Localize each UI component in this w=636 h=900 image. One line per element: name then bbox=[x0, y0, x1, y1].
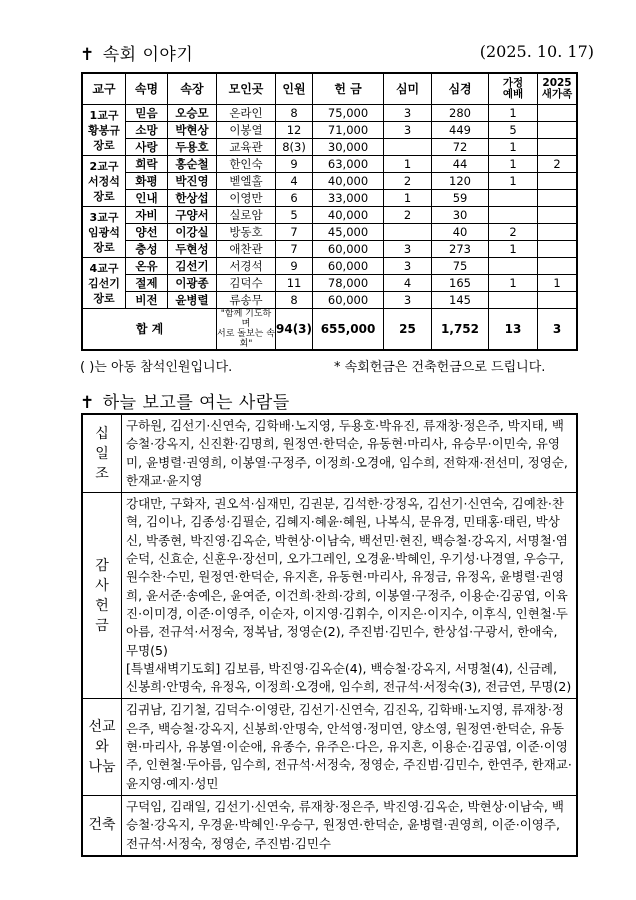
cell-simmi bbox=[384, 224, 432, 241]
cell-place: 교육관 bbox=[217, 139, 276, 156]
col-header-new-family: 2025 새가족 bbox=[538, 73, 577, 105]
cell-home-worship: 1 bbox=[489, 241, 538, 258]
stats-row bbox=[82, 139, 577, 156]
cell-offering: 60,000 bbox=[313, 292, 384, 309]
total-simmi: 25 bbox=[384, 309, 432, 351]
district-label: 4교구 김선기 장로 bbox=[82, 258, 126, 309]
cell-home-worship bbox=[489, 258, 538, 275]
cell-count: 9 bbox=[276, 156, 313, 173]
cell-group-name: 믿음 bbox=[126, 105, 168, 122]
cell-new-family: 1 bbox=[538, 275, 577, 292]
cell-count: 5 bbox=[276, 207, 313, 224]
offering-names-list: 김귀남, 김기철, 김덕수·이영란, 김선기·신연숙, 김진옥, 김학배·노지영, 류재창·정은주, 백승철·강옥지, 신봉희·안명숙, 안석영·정미연, 양소영, 원정연·한덕순, 유동현·마리사, 유봉열·이순애, 유종수, 유주은·다은, 유지흔, 이용순·김공엽, 이준·이영주, 인현철·두아름, 임수희, 전규석·서정숙, 정영순, 주진범·김민수, 한연주, 한재교·윤지영·예지·성민 bbox=[122, 699, 578, 795]
stats-row bbox=[82, 156, 577, 173]
offering-note: * 속회헌금은 건축헌금으로 드립니다. bbox=[334, 360, 546, 375]
col-header-bible: 심경 bbox=[432, 73, 489, 105]
cell-group-name: 희락 bbox=[126, 156, 168, 173]
col-header-group: 속명 bbox=[126, 73, 168, 105]
cell-bible: 72 bbox=[432, 139, 489, 156]
page-title: 속회 이야기 bbox=[102, 45, 194, 65]
offering-category-label: 건축 bbox=[82, 795, 122, 855]
cell-new-family bbox=[538, 207, 577, 224]
col-header-home-worship: 가정 예배 bbox=[489, 73, 538, 105]
cell-home-worship: 5 bbox=[489, 122, 538, 139]
col-header-offering: 헌 금 bbox=[313, 73, 384, 105]
cell-group-name: 양선 bbox=[126, 224, 168, 241]
cell-leader: 이강실 bbox=[168, 224, 217, 241]
cell-bible: 280 bbox=[432, 105, 489, 122]
offering-names-list: 강대만, 구화자, 권오석·심재민, 김권분, 김석한·강정옥, 김선기·신연숙, 김예찬·찬혁, 김이나, 김종성·김필순, 김혜지·혜윤·혜원, 나복식, 문유경, 민태홍·태린, 박상신, 박종현, 박진영·김옥순, 박현상·이남숙, 백선민·현진, 백승철·강옥지, 서명철·염순덕, 신효순, 신훈우·장선미, 오가그레인, 오경윤·박혜인, 우기성·나경열, 우승구, 원수찬·수민, 원정연·한덕순, 유지흔, 유동현·마리사, 유정금, 유정옥, 윤병렬·권영희, 윤서준·송예은, 윤여준, 이건희·찬희·강희, 이봉열·구정주, 이용순·김공엽, 이육진·이미경, 이준·이영주, 이순자, 이지영·김휘수, 이지은·이지수, 이후식, 인현철·두아름, 전규석·서정숙, 정복남, 정영순(2), 주진범·김민수, 한상섭·구광서, 한애숙, 무명(5) [특별새벽기도회] 김보름, 박진영·김옥순(4), 백승철·강옥지, 서명철(4), 신금례, 신봉희·안명숙, 유정옥, 이정희·오경애, 임수희, 전규석·서정숙(3), 전금연, 무명(2) bbox=[122, 493, 578, 699]
cell-simmi: 3 bbox=[384, 105, 432, 122]
meeting-stats-table bbox=[81, 72, 578, 351]
cell-place: 서경석 bbox=[217, 258, 276, 275]
cell-simmi: 2 bbox=[384, 173, 432, 190]
cell-leader: 윤병렬 bbox=[168, 292, 217, 309]
cell-group-name: 온유 bbox=[126, 258, 168, 275]
section-heading: 하늘 보고를 여는 사람들 bbox=[102, 393, 290, 413]
cell-count: 8 bbox=[276, 292, 313, 309]
district-label: 3교구 임광석 장로 bbox=[82, 207, 126, 258]
cell-bible: 40 bbox=[432, 224, 489, 241]
stats-row bbox=[82, 275, 577, 292]
cell-place: 이봉열 bbox=[217, 122, 276, 139]
cell-count: 11 bbox=[276, 275, 313, 292]
cell-place: 애찬관 bbox=[217, 241, 276, 258]
cell-count: 8 bbox=[276, 105, 313, 122]
col-header-count: 인원 bbox=[276, 73, 313, 105]
offering-people-table bbox=[81, 413, 578, 857]
cell-count: 12 bbox=[276, 122, 313, 139]
cell-offering: 75,000 bbox=[313, 105, 384, 122]
stats-header-row bbox=[82, 73, 577, 105]
total-new-family: 3 bbox=[538, 309, 577, 351]
stats-row bbox=[82, 207, 577, 224]
cell-home-worship: 1 bbox=[489, 139, 538, 156]
stats-row bbox=[82, 258, 577, 275]
section-title-offerings bbox=[80, 388, 290, 413]
offering-names-list: 구하원, 김선기·신연숙, 김학배·노지영, 두용호·박유진, 류재창·정은주, 박지태, 백승철·강옥지, 신진환·김명희, 원정연·한덕순, 유동현·마리사, 유승무·이민숙, 유영미, 윤병렬·권영희, 이봉열·구정주, 이정희·오경애, 임수희, 전학재·전선미, 정영순, 한재교·윤지영 bbox=[122, 414, 578, 493]
cell-place: 한인숙 bbox=[217, 156, 276, 173]
cell-leader: 박현상 bbox=[168, 122, 217, 139]
offering-category-row bbox=[82, 699, 577, 795]
cell-place: 실로암 bbox=[217, 207, 276, 224]
stats-total-row bbox=[82, 309, 577, 351]
cell-place: 류송무 bbox=[217, 292, 276, 309]
cell-group-name: 인내 bbox=[126, 190, 168, 207]
cell-leader: 한상섭 bbox=[168, 190, 217, 207]
cell-bible: 75 bbox=[432, 258, 489, 275]
cell-offering: 71,000 bbox=[313, 122, 384, 139]
cell-simmi: 1 bbox=[384, 156, 432, 173]
stats-row bbox=[82, 241, 577, 258]
cell-bible: 145 bbox=[432, 292, 489, 309]
stats-row bbox=[82, 292, 577, 309]
cell-offering: 45,000 bbox=[313, 224, 384, 241]
cell-count: 7 bbox=[276, 241, 313, 258]
cell-leader: 두현성 bbox=[168, 241, 217, 258]
cell-place: 방동호 bbox=[217, 224, 276, 241]
cell-leader: 박진영 bbox=[168, 173, 217, 190]
cell-leader: 오승모 bbox=[168, 105, 217, 122]
cell-simmi: 3 bbox=[384, 292, 432, 309]
cell-place: 온라인 bbox=[217, 105, 276, 122]
cell-simmi bbox=[384, 139, 432, 156]
cell-new-family bbox=[538, 241, 577, 258]
cell-new-family bbox=[538, 105, 577, 122]
cell-home-worship: 2 bbox=[489, 224, 538, 241]
cell-offering: 60,000 bbox=[313, 258, 384, 275]
report-date: (2025. 10. 17) bbox=[479, 42, 594, 61]
stats-row bbox=[82, 190, 577, 207]
cell-simmi: 3 bbox=[384, 122, 432, 139]
cell-group-name: 충성 bbox=[126, 241, 168, 258]
stats-row bbox=[82, 122, 577, 139]
cell-group-name: 비전 bbox=[126, 292, 168, 309]
col-header-leader: 속장 bbox=[168, 73, 217, 105]
cell-new-family bbox=[538, 292, 577, 309]
cell-home-worship: 1 bbox=[489, 105, 538, 122]
cell-bible: 165 bbox=[432, 275, 489, 292]
cell-bible: 120 bbox=[432, 173, 489, 190]
cell-simmi: 3 bbox=[384, 241, 432, 258]
cell-offering: 60,000 bbox=[313, 241, 384, 258]
cell-home-worship: 1 bbox=[489, 173, 538, 190]
cross-icon: ✝ bbox=[80, 393, 95, 413]
offering-category-label: 십 일 조 bbox=[82, 414, 122, 493]
cell-simmi: 1 bbox=[384, 190, 432, 207]
col-header-simmi: 심미 bbox=[384, 73, 432, 105]
cell-count: 8(3) bbox=[276, 139, 313, 156]
cell-home-worship bbox=[489, 207, 538, 224]
cell-home-worship bbox=[489, 292, 538, 309]
cell-bible: 449 bbox=[432, 122, 489, 139]
offering-category-row bbox=[82, 414, 577, 493]
cell-home-worship: 1 bbox=[489, 275, 538, 292]
cell-offering: 63,000 bbox=[313, 156, 384, 173]
cell-group-name: 소망 bbox=[126, 122, 168, 139]
cell-count: 9 bbox=[276, 258, 313, 275]
stats-row bbox=[82, 224, 577, 241]
total-count: 94(3) bbox=[276, 309, 313, 351]
total-label: 합 계 bbox=[82, 309, 217, 351]
district-label: 2교구 서정석 장로 bbox=[82, 156, 126, 207]
total-offering: 655,000 bbox=[313, 309, 384, 351]
cell-home-worship bbox=[489, 190, 538, 207]
col-header-place: 모인곳 bbox=[217, 73, 276, 105]
cell-leader: 이광종 bbox=[168, 275, 217, 292]
cell-bible: 44 bbox=[432, 156, 489, 173]
cell-simmi: 3 bbox=[384, 258, 432, 275]
child-note: ( )는 아동 참석인원입니다. bbox=[80, 360, 233, 375]
cell-offering: 30,000 bbox=[313, 139, 384, 156]
stats-row bbox=[82, 173, 577, 190]
cell-offering: 40,000 bbox=[313, 207, 384, 224]
offering-names-list: 구덕임, 김래일, 김선기·신연숙, 류재창·정은주, 박진영·김옥순, 박현상·이남숙, 백승철·강옥지, 우경윤·박혜인·우승구, 원정연·한덕순, 윤병렬·권영희, 이준·이영주, 전규석·서정숙, 정영순, 주진범·김민수 bbox=[122, 795, 578, 855]
cell-new-family bbox=[538, 258, 577, 275]
cell-offering: 33,000 bbox=[313, 190, 384, 207]
total-motto: "함께 기도하며 서로 돌보는 속회" bbox=[217, 309, 275, 349]
cell-new-family: 2 bbox=[538, 156, 577, 173]
cell-leader: 김선기 bbox=[168, 258, 217, 275]
cell-simmi: 2 bbox=[384, 207, 432, 224]
section-title-meeting bbox=[80, 40, 193, 65]
district-label: 1교구 황봉규 장로 bbox=[82, 105, 126, 156]
cell-leader: 홍순철 bbox=[168, 156, 217, 173]
cell-new-family bbox=[538, 224, 577, 241]
cell-group-name: 사랑 bbox=[126, 139, 168, 156]
cell-offering: 78,000 bbox=[313, 275, 384, 292]
cell-bible: 30 bbox=[432, 207, 489, 224]
cross-icon: ✝ bbox=[80, 45, 95, 65]
cell-bible: 59 bbox=[432, 190, 489, 207]
cell-place: 이영만 bbox=[217, 190, 276, 207]
total-home-worship: 13 bbox=[489, 309, 538, 351]
cell-bible: 273 bbox=[432, 241, 489, 258]
cell-new-family bbox=[538, 122, 577, 139]
cell-offering: 40,000 bbox=[313, 173, 384, 190]
stats-row bbox=[82, 105, 577, 122]
cell-new-family bbox=[538, 139, 577, 156]
cell-new-family bbox=[538, 173, 577, 190]
cell-count: 7 bbox=[276, 224, 313, 241]
col-header-district: 교구 bbox=[82, 73, 126, 105]
offering-category-label: 선교 와 나눔 bbox=[82, 699, 122, 795]
cell-place: 벧엘홀 bbox=[217, 173, 276, 190]
cell-group-name: 절제 bbox=[126, 275, 168, 292]
cell-count: 6 bbox=[276, 190, 313, 207]
cell-group-name: 자비 bbox=[126, 207, 168, 224]
cell-simmi: 4 bbox=[384, 275, 432, 292]
cell-home-worship: 1 bbox=[489, 156, 538, 173]
cell-count: 4 bbox=[276, 173, 313, 190]
offering-category-row bbox=[82, 493, 577, 699]
cell-leader: 구양서 bbox=[168, 207, 217, 224]
total-bible: 1,752 bbox=[432, 309, 489, 351]
cell-place: 김덕수 bbox=[217, 275, 276, 292]
offering-category-label: 감 사 헌 금 bbox=[82, 493, 122, 699]
offering-category-row bbox=[82, 795, 577, 855]
cell-group-name: 화평 bbox=[126, 173, 168, 190]
cell-new-family bbox=[538, 190, 577, 207]
cell-leader: 두용호 bbox=[168, 139, 217, 156]
